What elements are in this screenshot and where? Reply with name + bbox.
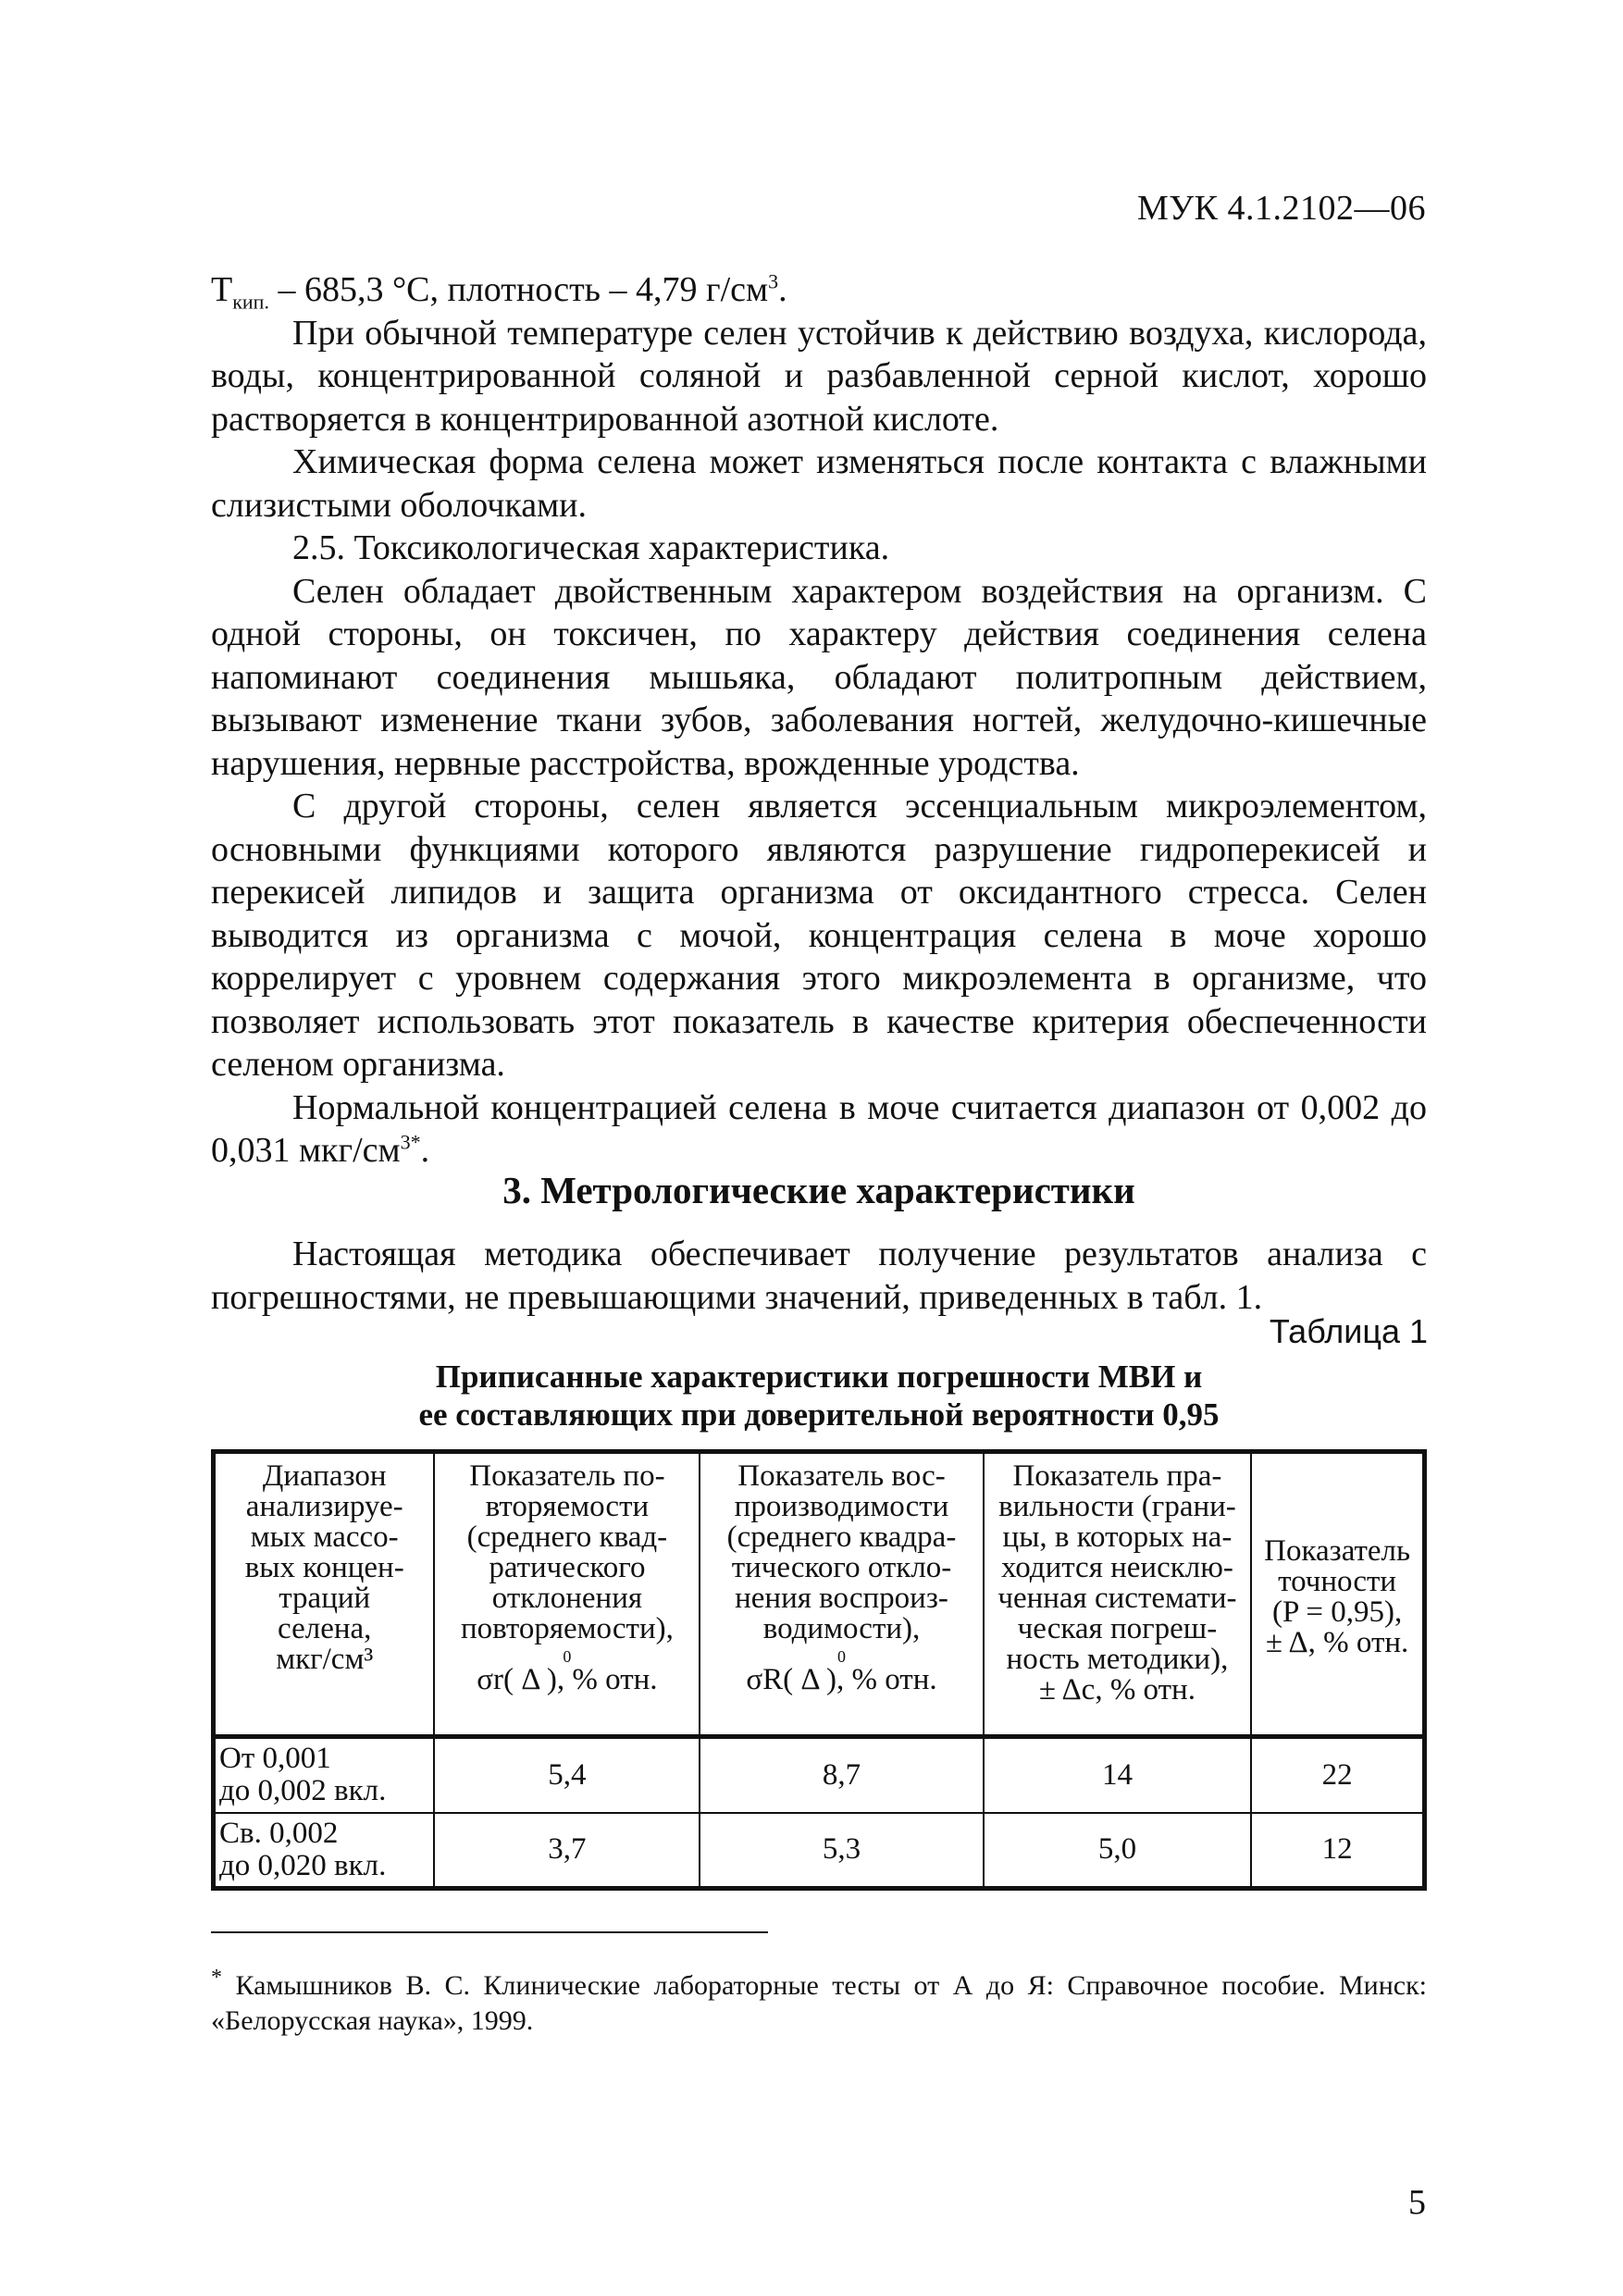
header-line: Показатель вос- bbox=[737, 1459, 946, 1493]
header-accuracy-bias bbox=[984, 1452, 1252, 1737]
error-characteristics-table bbox=[211, 1449, 1427, 1891]
header-precision bbox=[1251, 1452, 1424, 1737]
header-line: мкг/см³ bbox=[276, 1643, 374, 1676]
superscript-footnote-ref: 3* bbox=[400, 1130, 421, 1154]
header-zero-mark: 0 bbox=[837, 1647, 846, 1666]
section-title: 3. Метрологические характеристики bbox=[502, 1169, 1135, 1211]
page-number: 5 bbox=[1408, 2183, 1426, 2222]
cell-range bbox=[214, 1813, 435, 1889]
header-line: водимости), bbox=[762, 1612, 921, 1645]
cell-reproducibility: 5,3 bbox=[700, 1813, 983, 1889]
header-zero-mark: 0 bbox=[563, 1647, 572, 1666]
text-boiling-density: – 685,3 °С, плотность – 4,79 г/см bbox=[268, 270, 769, 309]
header-line: ческая погреш- bbox=[1017, 1612, 1218, 1645]
header-line: повторяемости), bbox=[460, 1612, 674, 1645]
range-line: Св. 0,002 bbox=[219, 1816, 339, 1850]
header-line: тического откло- bbox=[731, 1551, 952, 1584]
header-line: ченная системати- bbox=[997, 1582, 1237, 1615]
paragraph-essential-element: С другой стороны, селен является эссенциальным микроэлементом, основными функциями которого являются разрушение гидроперекисей и перекисей липидов и защита организма от оксидантного стресса. Селен выводится из организма с мочой, концентрация селена в моче хорошо коррелирует с уровнем содержания этого микроэлемента в организме, что позволяет использовать этот показатель в качестве критерия обеспеченности селеном организма. bbox=[211, 787, 1427, 1084]
header-formula: σR( Δ ), % отн. bbox=[746, 1663, 937, 1696]
subscript-kip: кип. bbox=[232, 290, 269, 314]
table-row bbox=[214, 1737, 1425, 1813]
footnote-divider bbox=[211, 1931, 768, 1933]
text-t: Т bbox=[211, 270, 233, 309]
table-title-line: Приписанные характеристики погрешности МВИ и bbox=[435, 1359, 1203, 1395]
paragraph-toxic-effects: Селен обладает двойственным характером воздействия на организм. С одной стороны, он токсичен, по характеру действия соединения селена напоминают соединения мышьяка, обладают политропным действием, вызывают изменение ткани зубов, заболевания ногтей, желудочно-кишечные нарушения, нервные расстройства, врожденные уродства. bbox=[211, 571, 1427, 783]
header-line: траций bbox=[279, 1582, 371, 1615]
header-line: точности bbox=[1278, 1564, 1397, 1598]
header-line: производимости bbox=[734, 1490, 949, 1523]
table-label: Таблица 1 bbox=[1269, 1312, 1428, 1350]
header-line: Показатель по- bbox=[469, 1459, 665, 1493]
paragraph-boiling-point bbox=[211, 268, 1427, 312]
cell-reproducibility: 8,7 bbox=[700, 1737, 983, 1813]
header-formula: ± Δс, % отн. bbox=[1038, 1673, 1196, 1706]
paragraph-stability: При обычной температуре селен устойчив к действию воздуха, кислорода, воды, концентрированной соляной и разбавленной серной кислот, хорошо растворяется в концентрированной азотной кислоте. bbox=[211, 313, 1427, 439]
header-repeatability bbox=[434, 1452, 700, 1737]
header-line: цы, в которых на- bbox=[1002, 1520, 1233, 1554]
paragraph-chemical-form: Химическая форма селена может изменяться после контакта с влажными слизистыми оболочками. bbox=[211, 442, 1427, 525]
header-line: ность методики), bbox=[1006, 1643, 1229, 1676]
cell-range bbox=[214, 1737, 435, 1813]
header-line: (среднего квадра- bbox=[726, 1520, 957, 1554]
header-line: ходится неисклю- bbox=[1000, 1551, 1233, 1584]
text-period: . bbox=[420, 1131, 430, 1170]
cell-repeatability: 3,7 bbox=[434, 1813, 700, 1889]
text-period: . bbox=[778, 270, 787, 309]
table-header-row bbox=[214, 1452, 1425, 1737]
document-code: МУК 4.1.2102—06 bbox=[1136, 189, 1426, 228]
range-line: до 0,002 вкл. bbox=[219, 1774, 387, 1808]
header-line: анализируе- bbox=[245, 1490, 403, 1523]
section-intro bbox=[211, 1233, 1427, 1319]
header-line: вильности (грани- bbox=[998, 1490, 1236, 1523]
superscript-3: 3 bbox=[768, 269, 779, 293]
cell-precision: 12 bbox=[1251, 1813, 1424, 1889]
header-line: ± Δ, % отн. bbox=[1265, 1625, 1409, 1659]
cell-accuracy: 14 bbox=[984, 1737, 1252, 1813]
header-line: селена, bbox=[278, 1612, 372, 1645]
header-line: вых концен- bbox=[244, 1551, 404, 1584]
header-range bbox=[214, 1452, 435, 1737]
header-formula: σr( Δ ), % отн. bbox=[477, 1663, 658, 1696]
text-normal-range: Нормальной концентрацией селена в моче считается диапазон от 0,002 до 0,031 мкг/см bbox=[211, 1087, 1427, 1170]
header-reproducibility bbox=[700, 1452, 983, 1737]
table-title-line: ее составляющих при доверительной вероятности 0,95 bbox=[418, 1396, 1220, 1433]
cell-precision: 22 bbox=[1251, 1737, 1424, 1813]
header-line: Диапазон bbox=[262, 1459, 387, 1493]
header-line: мых массо- bbox=[250, 1520, 399, 1554]
table-title bbox=[211, 1358, 1427, 1433]
body-text bbox=[211, 268, 1427, 1173]
cell-accuracy: 5,0 bbox=[984, 1813, 1252, 1889]
header-line: (среднего квад- bbox=[466, 1520, 668, 1554]
paragraph-toxicology-heading: 2.5. Токсикологическая характеристика. bbox=[292, 528, 890, 567]
header-line: нения воспроиз- bbox=[735, 1582, 948, 1615]
range-line: до 0,020 вкл. bbox=[219, 1848, 387, 1882]
header-line: вторяемости bbox=[485, 1490, 650, 1523]
cell-repeatability: 5,4 bbox=[434, 1737, 700, 1813]
paragraph-normal-concentration bbox=[211, 1086, 1427, 1173]
header-line: Показатель пра- bbox=[1012, 1459, 1222, 1493]
header-line: (P = 0,95), bbox=[1272, 1595, 1403, 1629]
intro-paragraph: Настоящая методика обеспечивает получение результатов анализа с погрешностями, не превышающими значений, приведенных в табл. 1. bbox=[211, 1235, 1427, 1317]
header-line: ратического bbox=[489, 1551, 646, 1584]
footnote bbox=[211, 1960, 1427, 2039]
header-line: отклонения bbox=[491, 1582, 643, 1615]
footnote-mark: * bbox=[211, 1966, 222, 1990]
footnote-text: Камышников В. С. Клинические лабораторные тесты от А до Я: Справочное пособие. Минск: «Белорусская наука», 1999. bbox=[211, 1970, 1427, 2036]
range-line: От 0,001 bbox=[219, 1742, 331, 1776]
table-row bbox=[214, 1813, 1425, 1889]
header-line: Показатель bbox=[1264, 1533, 1411, 1568]
